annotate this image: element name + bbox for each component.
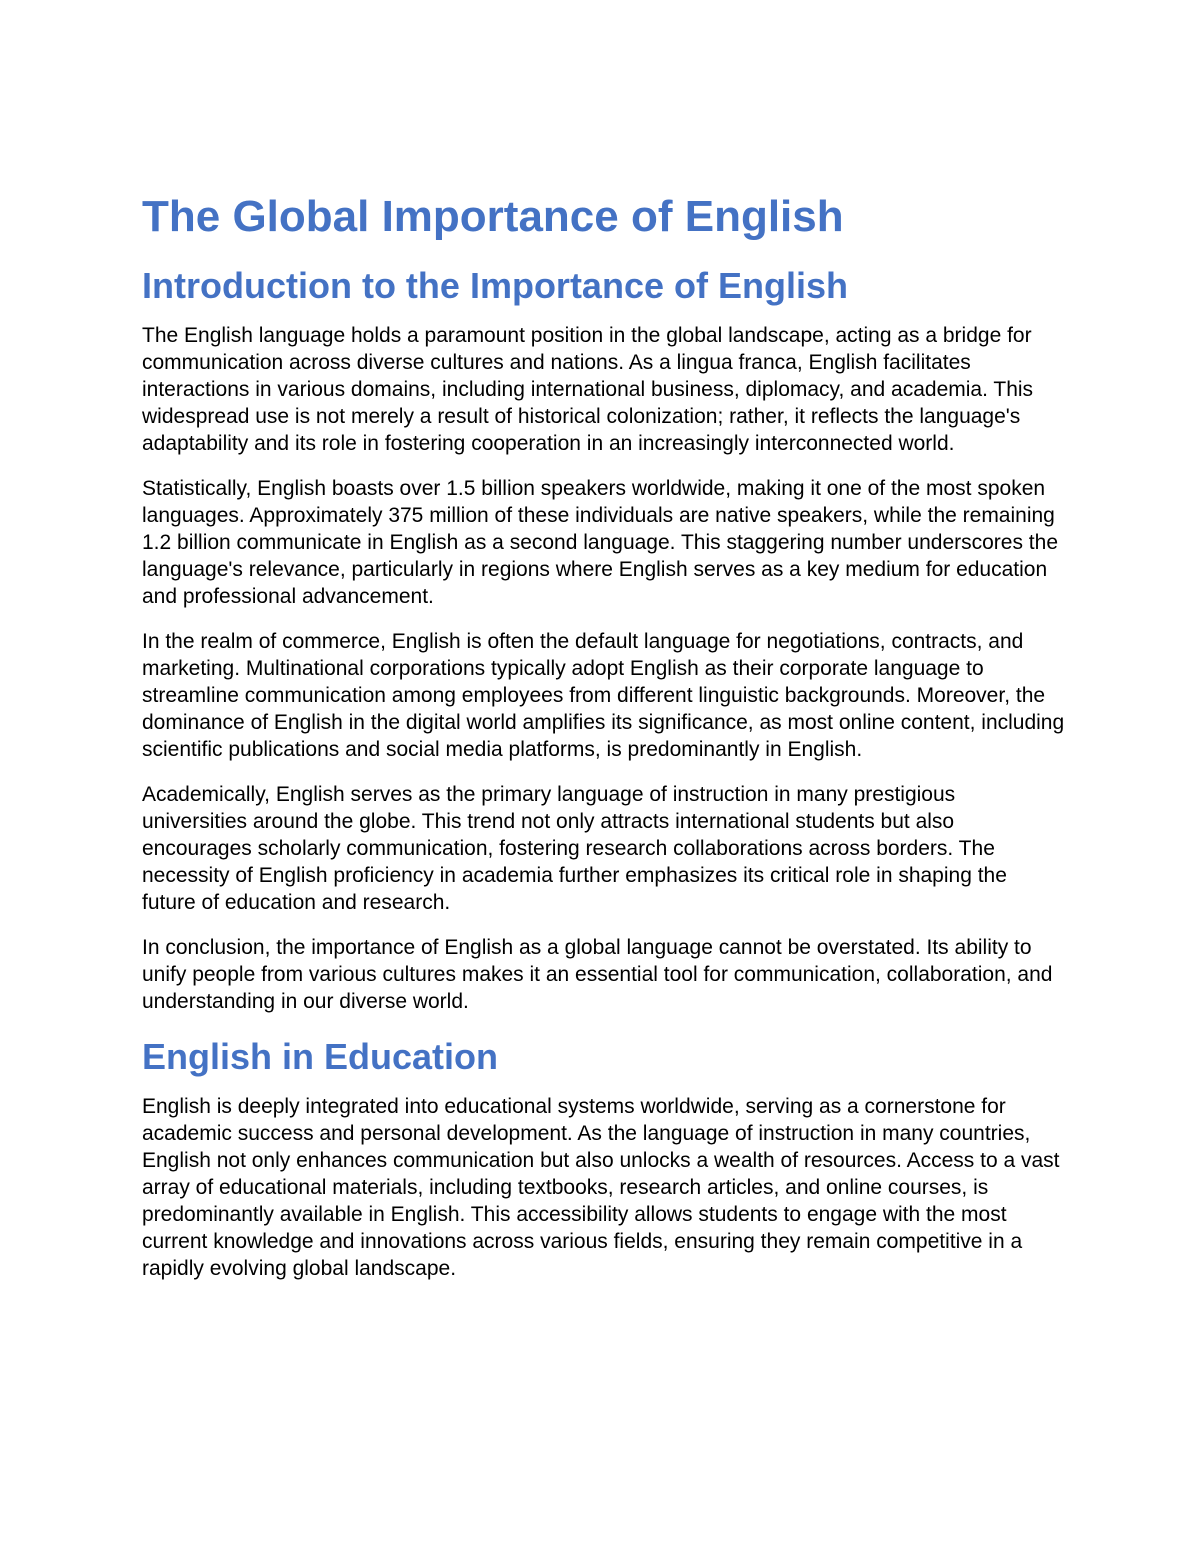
document-title: The Global Importance of English: [142, 192, 844, 241]
section-education: [142, 1035, 1066, 1282]
section-heading-introduction: Introduction to the Importance of English: [142, 265, 848, 306]
paragraph: In the realm of commerce, English is often the default language for negotiations, contracts, and marketing. Multinational corporations typically adopt English as their corporate language to streamline communication among employees from different linguistic backgrounds. Moreover, the dominance of English in the digital world amplifies its significance, as most online content, including scientific publications and social media platforms, is predominantly in English.: [142, 630, 1065, 761]
paragraph: English is deeply integrated into educational systems worldwide, serving as a cornerstone for academic success and personal development. As the language of instruction in many countries, English not only enhances communication but also unlocks a wealth of resources. Access to a vast array of educational materials, including textbooks, research articles, and online courses, is predominantly available in English. This accessibility allows students to engage with the most current knowledge and innovations across various fields, ensuring they remain competitive in a rapidly evolving global landscape.: [142, 1095, 1060, 1280]
paragraph: The English language holds a paramount position in the global landscape, acting as a bridge for communication across diverse cultures and nations. As a lingua franca, English facilitates interactions in various domains, including international business, diplomacy, and academia. This widespread use is not merely a result of historical colonization; rather, it reflects the language's adaptability and its role in fostering cooperation in an increasingly interconnected world.: [142, 324, 1034, 455]
paragraph: Statistically, English boasts over 1.5 billion speakers worldwide, making it one of the most spoken languages. Approximately 375 million of these individuals are native speakers, while the remaining 1.2 billion communicate in English as a second language. This staggering number underscores the language's relevance, particularly in regions where English serves as a key medium for education and professional advancement.: [142, 477, 1058, 608]
paragraph: Academically, English serves as the primary language of instruction in many prestigious universities around the globe. This trend not only attracts international students but also encourages scholarly communication, fostering research collaborations across borders. The necessity of English proficiency in academia further emphasizes its critical role in shaping the future of education and research.: [142, 783, 1007, 914]
document-page: [142, 188, 1066, 1300]
paragraph: In conclusion, the importance of English as a global language cannot be overstated. Its ability to unify people from various cultures makes it an essential tool for communication, collaboration, and understanding in our diverse world.: [142, 936, 1053, 1013]
section-introduction: [142, 264, 1066, 1015]
section-heading-education: English in Education: [142, 1036, 499, 1077]
